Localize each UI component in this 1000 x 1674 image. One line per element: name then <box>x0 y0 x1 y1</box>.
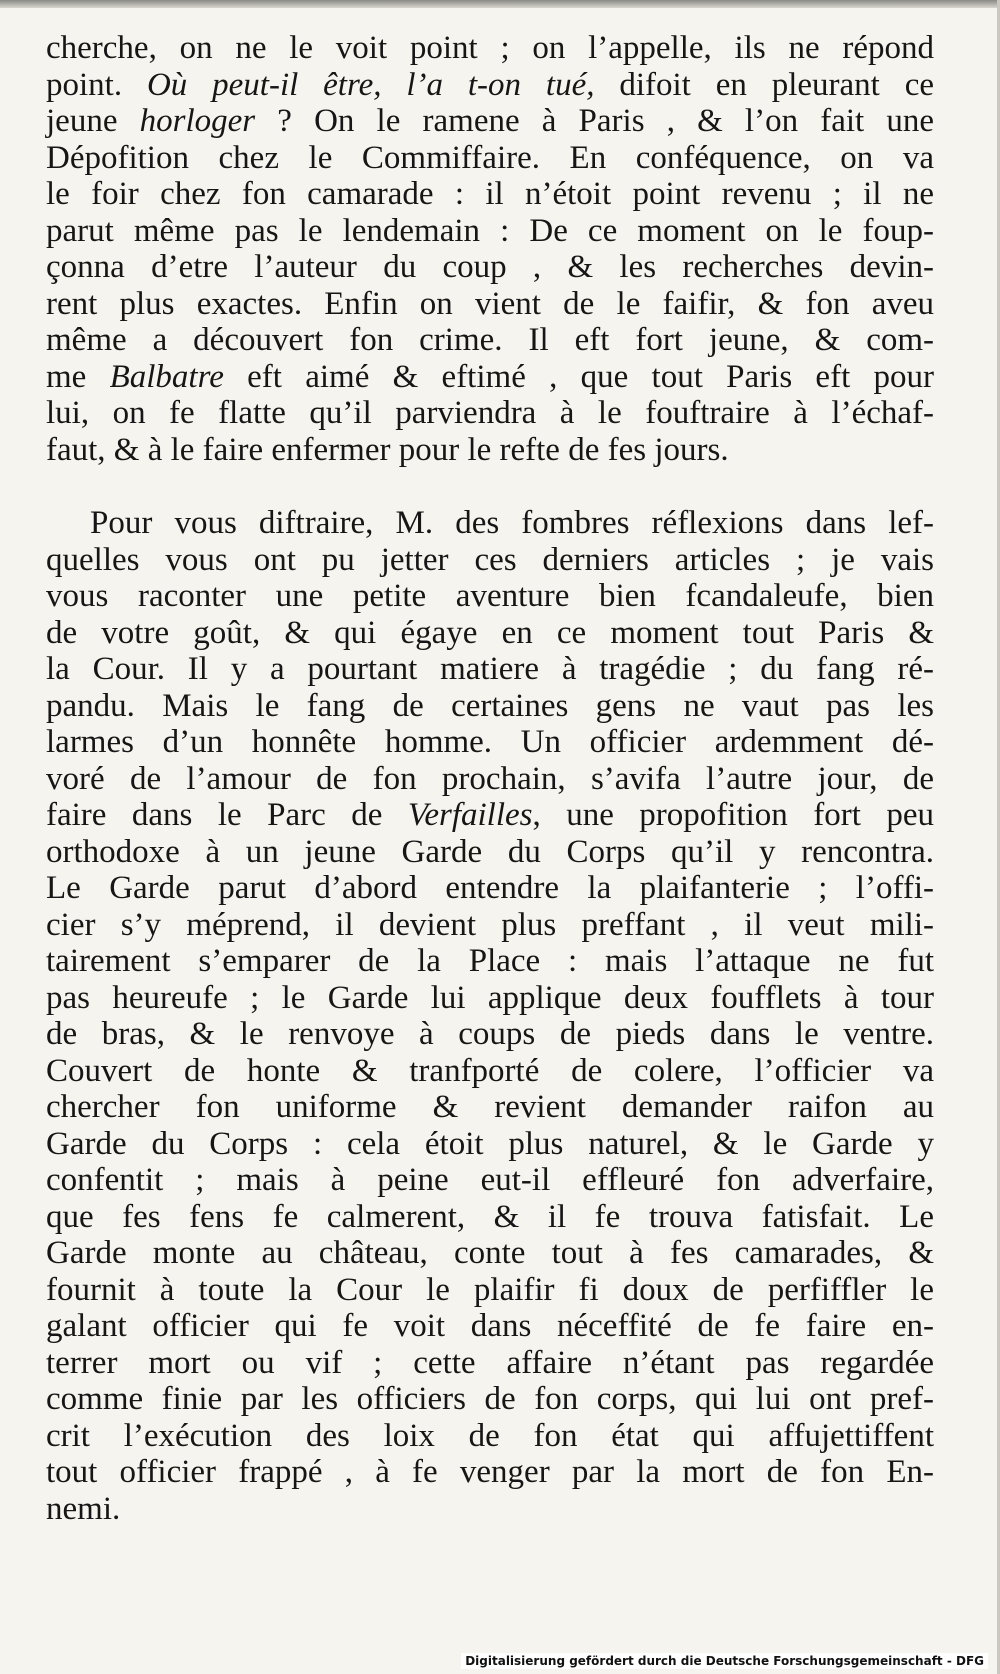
text-segment: ? On le ramene à Paris , & l’on fait une <box>255 103 934 139</box>
text-line <box>46 615 934 652</box>
text-segment: orthodoxe à un jeune Garde du Corps qu’il y rencontra. <box>46 833 934 870</box>
text-segment: Dépofition chez le Commiffaire. En conféquence, on va <box>46 139 934 176</box>
text-line <box>46 651 934 688</box>
text-segment: quelles vous ont pu jetter ces derniers articles ; je vais <box>46 541 934 578</box>
text-segment: faut, & à le faire enfermer pour le refte de fes jours. <box>46 431 729 468</box>
text-line <box>46 103 934 140</box>
text-line <box>46 797 934 834</box>
text-segment: nemi. <box>46 1490 121 1527</box>
text-segment: le foir chez fon camarade : il n’étoit point revenu ; il ne <box>46 176 934 212</box>
text-segment: , une propofition fort peu <box>532 797 934 833</box>
text-line <box>46 870 934 907</box>
text-segment: parut même pas le lendemain : De ce moment on le foup- <box>46 212 934 249</box>
text-segment: Garde du Corps : cela étoit plus naturel, & le Garde y <box>46 1125 934 1162</box>
text-line <box>46 176 934 213</box>
text-segment: voré de l’amour de fon prochain, s’avifa l’autre jour, de <box>46 760 934 797</box>
text-line <box>46 943 934 980</box>
italic-text: Verfailles <box>407 797 533 833</box>
text-line <box>46 1053 934 1090</box>
text-line <box>46 1089 934 1126</box>
text-segment: Pour vous diftraire, M. des fombres réflexions dans lef- <box>90 505 934 541</box>
text-line <box>46 1491 934 1528</box>
text-segment: de bras, & le renvoye à coups de pieds dans le ventre. <box>46 1016 934 1052</box>
text-segment: faire dans le Parc de <box>46 797 408 833</box>
text-line <box>46 30 934 67</box>
text-line <box>46 578 934 615</box>
document-body <box>46 30 934 1527</box>
text-line <box>46 1162 934 1199</box>
text-line <box>46 1345 934 1382</box>
italic-text: Où peut-il être, l’a t-on tué, <box>146 66 595 103</box>
text-segment: terrer mort ou vif ; cette affaire n’étant pas regardée <box>46 1344 934 1381</box>
digitization-credit: Digitalisierung gefördert durch die Deutsche Forschungsgemeinschaft - DFG <box>461 1653 988 1669</box>
text-segment: tout officier frappé , à fe venger par la mort de fon En- <box>46 1454 934 1490</box>
text-line <box>46 286 934 323</box>
text-segment: pandu. Mais le fang de certaines gens ne vaut pas les <box>46 687 934 724</box>
text-segment: cier s’y méprend, il devient plus preffant , il veut mili- <box>46 906 934 943</box>
text-line <box>46 724 934 761</box>
italic-text: Balbatre <box>109 358 224 395</box>
text-segment: rent plus exactes. Enfin on vient de le faifir, & fon aveu <box>46 285 934 322</box>
text-segment: de votre goût, & qui égaye en ce moment tout Paris & <box>46 614 934 651</box>
text-line <box>46 213 934 250</box>
text-segment: la Cour. Il y a pourtant matiere à tragédie ; du fang ré- <box>46 651 934 687</box>
text-segment: fournit à toute la Cour le plaifir fi doux de perfiffler le <box>46 1271 934 1308</box>
text-segment: Garde monte au château, conte tout à fes camarades, & <box>46 1235 934 1271</box>
text-line <box>46 834 934 871</box>
text-line <box>46 395 934 432</box>
text-segment: galant officier qui fe voit dans néceffité de fe faire en- <box>46 1308 934 1344</box>
text-line <box>46 1381 934 1418</box>
text-segment: crit l’exécution des loix de fon état qui affujettiffent <box>46 1417 934 1454</box>
paragraph-2 <box>46 505 934 1527</box>
text-segment: Le Garde parut d’abord entendre la plaifanterie ; l’offi- <box>46 870 934 906</box>
text-segment: vous raconter une petite aventure bien fcandaleufe, bien <box>46 578 934 614</box>
text-segment: cherche, on ne le voit point ; on l’appelle, ils ne répond <box>46 30 934 66</box>
text-segment: çonna d’etre l’auteur du coup , & les recherches devin- <box>46 249 934 285</box>
italic-text: horloger <box>139 103 256 139</box>
text-line <box>46 432 934 469</box>
text-segment: Couvert de honte & tranfporté de colere, l’officier va <box>46 1052 934 1089</box>
page-edge-top <box>0 0 1000 8</box>
text-line <box>46 1272 934 1309</box>
text-segment: tairement s’emparer de la Place : mais l’attaque ne fut <box>46 943 934 979</box>
text-segment: que fes fens fe calmerent, & il fe trouva fatisfait. Le <box>46 1198 934 1235</box>
text-segment: me <box>46 358 110 395</box>
text-line <box>46 359 934 396</box>
text-line <box>46 1308 934 1345</box>
text-line <box>46 1454 934 1491</box>
text-line <box>46 505 934 542</box>
text-segment: lui, on fe flatte qu’il parviendra à le fouftraire à l’échaf- <box>46 395 934 431</box>
text-line <box>46 322 934 359</box>
text-line <box>46 1235 934 1272</box>
text-line <box>46 140 934 177</box>
text-segment: chercher fon uniforme & revient demander raifon au <box>46 1089 934 1125</box>
text-segment: eft aimé & eftimé , que tout Paris eft pour <box>223 358 934 395</box>
text-line <box>46 542 934 579</box>
text-line <box>46 1199 934 1236</box>
text-segment: larmes d’un honnête homme. Un officier ardemment dé- <box>46 724 934 760</box>
text-line <box>46 249 934 286</box>
text-segment: difoit en pleurant ce <box>594 66 934 103</box>
paragraph-gap <box>46 468 934 505</box>
text-line <box>46 1418 934 1455</box>
text-segment: comme finie par les officiers de fon corps, qui lui ont pref- <box>46 1381 934 1417</box>
paragraph-1 <box>46 30 934 468</box>
text-segment: point. <box>46 66 147 103</box>
text-line <box>46 688 934 725</box>
text-segment: confentit ; mais à peine eut-il effleuré fon adverfaire, <box>46 1162 934 1198</box>
text-line <box>46 1126 934 1163</box>
text-line <box>46 980 934 1017</box>
text-segment: jeune <box>46 103 140 139</box>
text-line <box>46 761 934 798</box>
text-segment: pas heureufe ; le Garde lui applique deux foufflets à tour <box>46 979 934 1016</box>
text-segment: même a découvert fon crime. Il eft fort jeune, & com- <box>46 322 934 358</box>
text-line <box>46 1016 934 1053</box>
text-line <box>46 907 934 944</box>
text-line <box>46 67 934 104</box>
